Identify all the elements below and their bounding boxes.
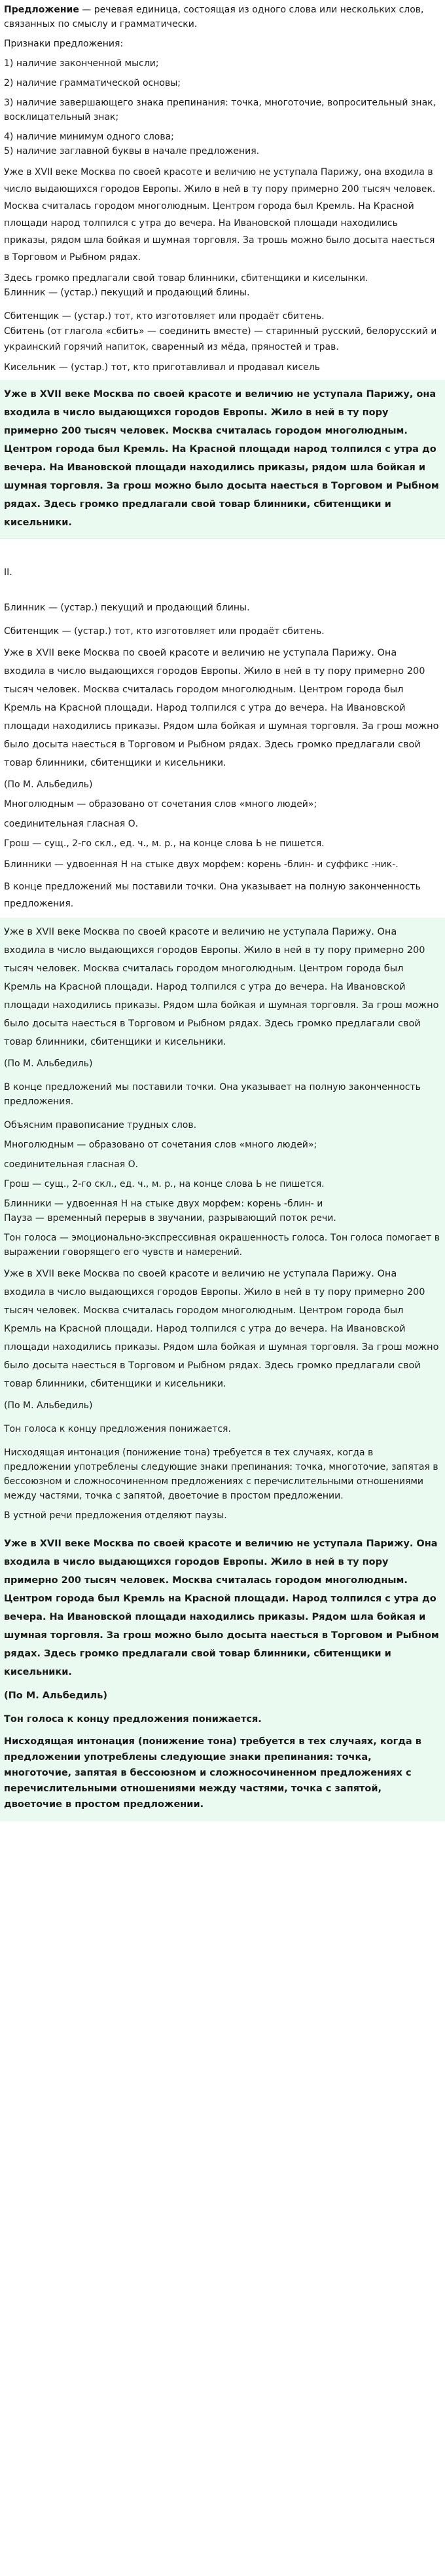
sign-item: 4) наличие минимум одного слова; [4,132,174,142]
note: В конце предложений мы поставили точки. Она указывает на полную законченность предложения. [4,882,421,909]
signs-title: Признаки предложения: [4,39,124,49]
author: (По М. Альбедиль) [4,1058,93,1069]
note: Тон голоса — эмоционально-экспрессивная окрашенность голоса. Тон голоса помогает в выражении говорящего его чувств и намерений. [4,1233,440,1258]
author: (По М. Альбедиль) [4,1400,93,1411]
block1-text: Уже в XVII веке Москва по своей красоте и величию не уступала Парижу, она входила в число выдающихся городов Европы. Жило в ней в ту пору примерно 200 тысяч человек. Москва считалась городом многолюдным. Центром города был Кремль. На Красной площади народ толпился с утра до вечера. На Ивановской площади находились приказы, рядом шла бойкая и шумная торговля. За грош можно было досыта наесться в Торговом и Рыбном рядах. Здесь громко предлагали свой товар блинники, сбитенщики и кисельники. [4,389,439,528]
note: Пауза — временный перерыв в звучании, разрывающий поток речи. [4,1213,336,1223]
definition-term: Предложение [4,5,79,15]
note: Нисходящая интонация (понижение тона) требуется в тех случаях, когда в предложении употреблены следующие знаки препинания: точка, многоточие, запятая в бессоюзном и сложносочиненном предложениях с перечислительными отношениями между частями, точка с запятой, двоеточие в простом предложении. [4,1447,438,1501]
definition [0,3,445,31]
note: соединительная гласная О. [4,819,139,829]
sign-item: 1) наличие законченной мысли; [4,58,159,69]
note: Блинники — удвоенная Н на стыке двух морфем: корень -блин- и суффикс -ник-. [4,859,399,870]
sign-item: 3) наличие завершающего знака препинания: точка, многоточие, вопросительный знак, восклицательный знак; [4,98,436,122]
definition-sbiten: Сбитень (от глагола «сбить» — соединить вместе) — старинный русский, белорусский и украинский горячий напиток, сваренный из мёда, пряностей и трав. [4,326,437,352]
text-block-1 [0,380,445,539]
note: Грош — сущ., 2-го скл., ед. ч., м. р., на конце слова Ь не пишется. [4,1179,325,1189]
note: В устной речи предложения отделяют паузы. [4,1510,227,1521]
text-block-2 [0,918,445,1529]
definition-kiselnik: Кисельник — (устар.) тот, кто приготавливал и продавал кисель [4,362,321,373]
note: Блинники — удвоенная Н на стыке двух морфем: корень -блин- и [4,1199,323,1209]
note: Грош — сущ., 2-го скл., ед. ч., м. р., на конце слова Ь не пишется. [4,838,325,849]
definition-blinnik: Блинник — (устар.) пекущий и продающий блины. [4,288,250,298]
definition-sbitenshchik: Сбитенщик — (устар.) тот, кто изготовляет или продаёт сбитень. [4,626,325,637]
intro-section [0,0,445,380]
note: Объясним правописание трудных слов. [4,1120,197,1130]
section-2 [0,539,445,918]
note: Многолюдным — образовано от сочетания слов «много людей»; [4,1140,317,1150]
definition-sbitenshchik: Сбитенщик — (устар.) тот, кто изготовляет или продаёт сбитень. [4,311,325,322]
note: Многолюдным — образовано от сочетания слов «много людей»; [4,799,317,810]
author: (По М. Альбедиль) [4,779,93,790]
note: Тон голоса к концу предложения понижается. [4,1424,231,1434]
section2-text: Уже в XVII веке Москва по своей красоте и величию не уступала Парижу. Она входила в число выдающихся городов Европы. Жило в ней в ту пору примерно 200 тысяч человек. Москва считалась городом многолюдным. Центром города был Кремль на Красной площади. Народ толпился с утра до вечера. На Ивановской площади находились приказы. Рядом шла бойкая и шумная торговля. За грош можно было досыта наесться в Торговом и Рыбном рядах. Здесь громко предлагали свой товар блинники, сбитенщики и кисельники. [4,648,439,768]
note: Нисходящая интонация (понижение тона) требуется в тех случаях, когда в предложении употреблены следующие знаки препинания: точка, многоточие, запятая в бессоюзном и сложносочиненном предложениях с перечислительными отношениями между частями, точка с запятой, двоеточие в простом предложении. [4,1736,421,1810]
note: Тон голоса к концу предложения понижается. [4,1714,262,1725]
intro-text-2: Здесь громко предлагали свой товар блинники, сбитенщики и киселынки. [4,273,368,284]
definition-text: — речевая единица, состоящая из одного слова или нескольких слов, связанных по смыслу и грамматически. [4,5,424,29]
author: (По М. Альбедиль) [4,1690,108,1701]
sign-item: 5) наличие заглавной буквы в начале предложения. [4,146,260,157]
section-number: II. [4,567,12,578]
note: соединительная гласная О. [4,1159,139,1170]
sign-item: 2) наличие грамматической основы; [4,78,181,88]
note: В конце предложений мы поставили точки. Она указывает на полную законченность предложения. [4,1082,421,1107]
block3-text: Уже в XVII веке Москва по своей красоте и величию не уступала Парижу. Она входила в число выдающихся городов Европы. Жило в ней в ту пору примерно 200 тысяч человек. Москва считалась городом многолюдным. Центром города был Кремль на Красной площади. Народ толпился с утра до вечера. На Ивановской площади находились приказы. Рядом шла бойкая и шумная торговля. За грош можно было досыта наесться в Торговом и Рыбном рядах. Здесь громко предлагали свой товар блинники, сбитенщики и кисельники. [4,1539,439,1677]
intro-text: Уже в XVII веке Москва по своей красоте и величию не уступала Парижу, она входила в число выдающихся городов Европы. Жило в ней в ту пору примерно 200 тысяч человек. Москва считалась городом многолюдным. Центром города был Кремль. На Красной площади народ толпился с утра до вечера. На Ивановской площади находились приказы, рядом шла бойкая и шумная торговля. За трошь можно было досыта наесться в Торговом и Рыбном рядах. [4,167,436,263]
block2-text: Уже в XVII веке Москва по своей красоте и величию не уступала Парижу. Она входила в число выдающихся городов Европы. Жило в ней в ту пору примерно 200 тысяч человек. Москва считалась городом многолюдным. Центром города был Кремль на Красной площади. Народ толпился с утра до вечера. На Ивановской площади находились приказы. Рядом шла бойкая и шумная торговля. За грош можно было досыта наесться в Торговом и Рыбном рядах. Здесь громко предлагали свой товар блинники, сбитенщики и кисельники. [4,927,439,1047]
text-block-3 [0,1529,445,1821]
block2-text-2: Уже в XVII веке Москва по своей красоте и величию не уступала Парижу. Она входила в число выдающихся городов Европы. Жило в ней в ту пору примерно 200 тысяч человек. Москва считалась городом многолюдным. Центром города был Кремль на Красной площади. Народ толпился с утра до вечера. На Ивановской площади находились приказы. Рядом шла бойкая и шумная торговля. За грош можно было досыта наесться в Торговом и Рыбном рядах. Здесь громко предлагали свой товар блинники, сбитенщики и кисельники. [4,1269,439,1389]
definition-blinnik: Блинник — (устар.) пекущий и продающий блины. [4,603,250,613]
